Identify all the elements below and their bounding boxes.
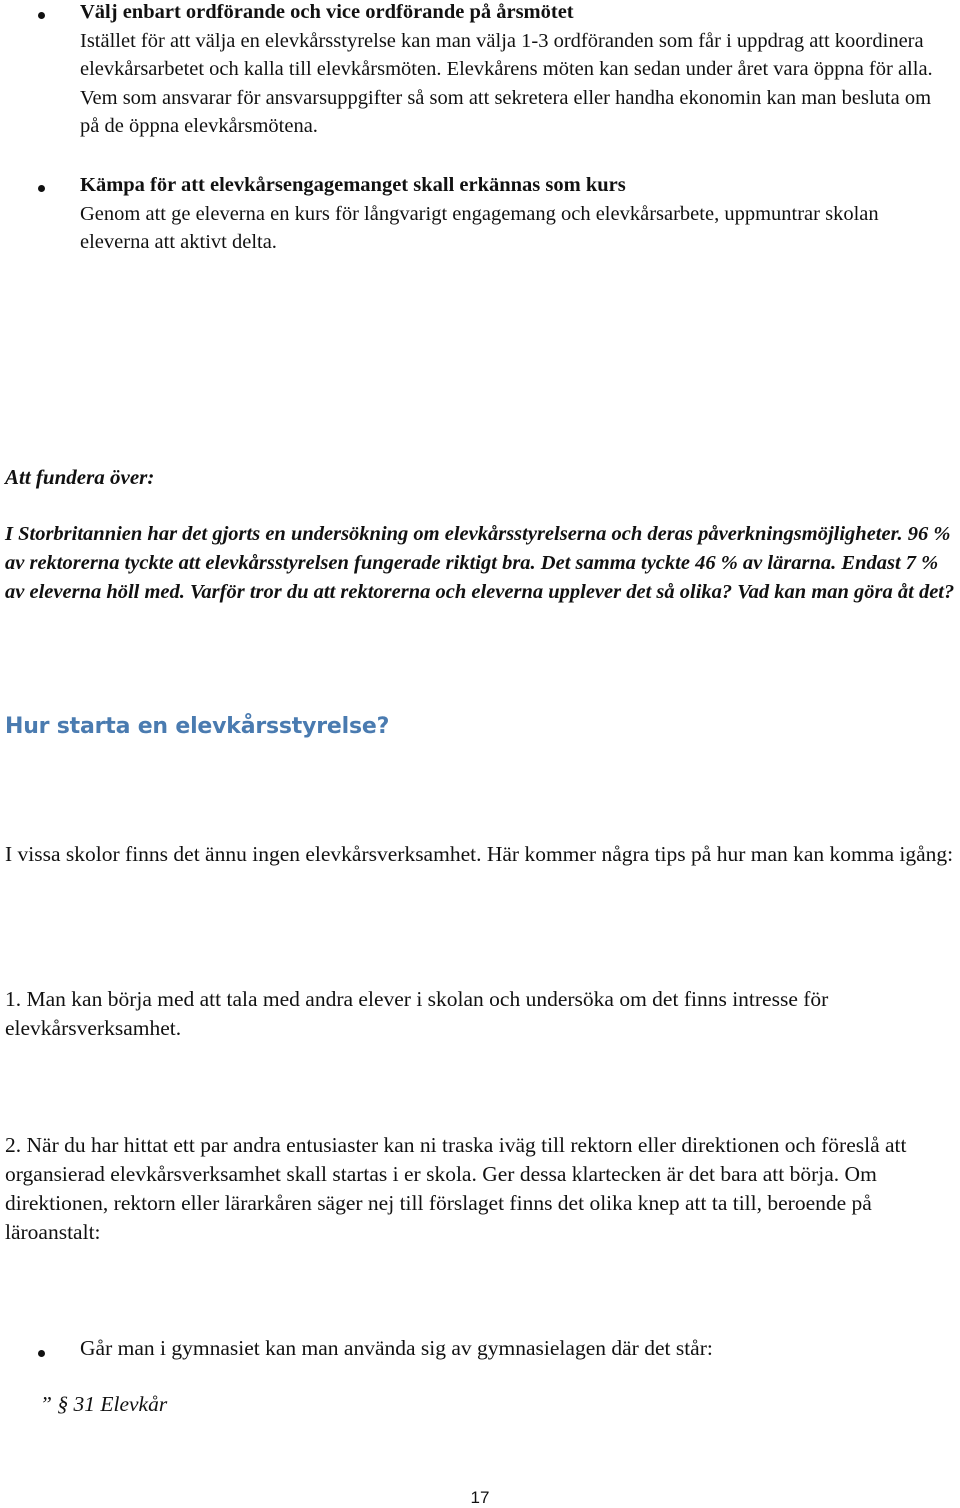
bullet-dot: [38, 185, 45, 192]
bullet-body: [80, 171, 950, 257]
bullet-body: [80, 1334, 950, 1363]
step-1-paragraph: 1. Man kan börja med att tala med andra elever i skolan och undersöka om det finns intresse för elevkårsverksamhet.: [5, 987, 829, 1040]
bullet-body: [80, 0, 950, 141]
bullet-dot: [38, 1350, 45, 1357]
reflection-heading: Att fundera över:: [5, 465, 155, 489]
bullet-text: Genom att ge eleverna en kurs för långvarigt engagemang och elevkårsarbete, uppmuntrar skolan eleverna att aktivt delta.: [80, 202, 879, 253]
reflection-text: I Storbritannien har det gjorts en undersökning om elevkårsstyrelserna och deras påverkningsmöjligheter. 96 % av rektorerna tyckte att elevkårsstyrelsen fungerade riktigt bra. Det samma tyckte 46 % av lärarna. Endast 7 % av eleverna höll med. Varför tror du att rektorerna och eleverna upplever det så olika? Vad kan man göra åt det?: [5, 523, 955, 603]
bullet-text: Går man i gymnasiet kan man använda sig av gymnasielagen där det står:: [80, 1336, 713, 1360]
page-number: 17: [470, 1488, 490, 1507]
step-2-paragraph: 2. När du har hittat ett par andra entusiaster kan ni traska iväg till rektorn eller direktionen och föreslå att organsierad elevkårsverksamhet skall startas i er skola. Ger dessa klartecken är det bara att börja. Om direktionen, rektorn eller lärarkåren säger nej till förslaget finns det olika knep att ta till, beroende på läroanstalt:: [5, 1133, 907, 1244]
law-quote: ” § 31 Elevkår: [40, 1392, 168, 1416]
bullet-title: Välj enbart ordförande och vice ordförande på årsmötet: [80, 1, 574, 23]
section-heading: Hur starta en elevkårsstyrelse?: [5, 714, 390, 739]
bullet-title: Kämpa för att elevkårsengagemanget skall erkännas som kurs: [80, 174, 626, 196]
bullet-dot: [38, 12, 45, 19]
bullet-text: Istället för att välja en elevkårsstyrelse kan man välja 1-3 ordföranden som får i uppdrag att koordinera elevkårsarbetet och kalla till elevkårsmöten. Elevkårens möten kan sedan under året vara öppna för alla. Vem som ansvarar för ansvarsuppgifter så som att sekretera eller handha ekonomin kan man besluta om på de öppna elevkårsmötena.: [80, 29, 933, 137]
intro-paragraph: I vissa skolor finns det ännu ingen elevkårsverksamhet. Här kommer några tips på hur man kan komma igång:: [5, 842, 954, 866]
